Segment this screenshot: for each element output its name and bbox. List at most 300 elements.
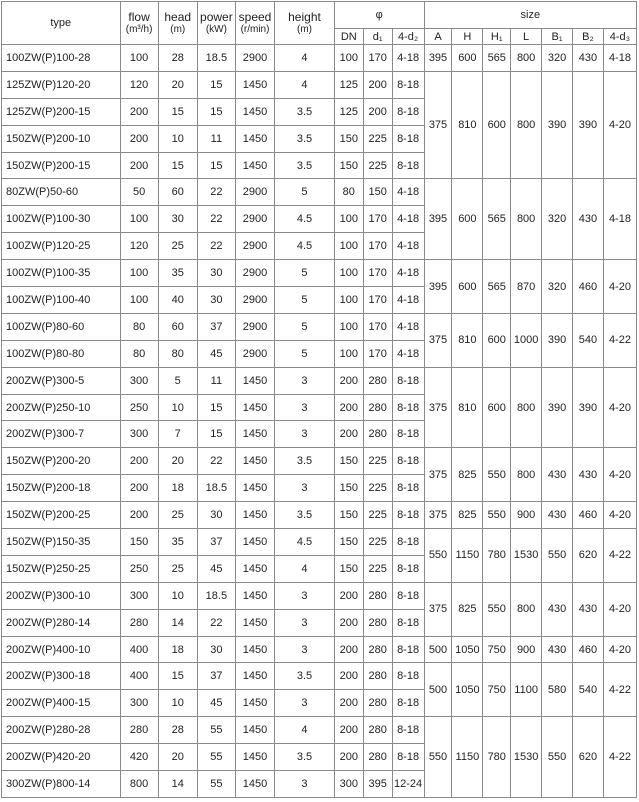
height-cell: 3 xyxy=(275,771,335,798)
header-phi: φ xyxy=(334,2,424,29)
speed-cell: 1450 xyxy=(235,98,274,125)
table-row xyxy=(2,502,637,529)
height-cell: 3 xyxy=(275,636,335,663)
type-cell: 150ZW(P)200-18 xyxy=(2,475,121,502)
height-cell: 3 xyxy=(275,609,335,636)
flow-cell: 200 xyxy=(120,98,158,125)
type-cell: 125ZW(P)120-20 xyxy=(2,71,121,98)
size-cell: 4-18 xyxy=(603,179,636,260)
height-cell: 3 xyxy=(275,367,335,394)
subheader-phi-col: d₁ xyxy=(363,29,392,45)
flow-cell: 100 xyxy=(120,287,158,314)
d2-cell: 4-18 xyxy=(392,206,424,233)
dn-cell: 200 xyxy=(334,367,363,394)
d2-cell: 12-24 xyxy=(392,771,424,798)
flow-cell: 200 xyxy=(120,475,158,502)
head-cell: 28 xyxy=(158,717,197,744)
size-cell: 4-18 xyxy=(603,45,636,72)
flow-cell: 800 xyxy=(120,771,158,798)
table-row xyxy=(2,448,637,475)
size-cell: 620 xyxy=(573,529,604,583)
power-cell: 45 xyxy=(197,555,235,582)
size-cell: 395 xyxy=(424,179,452,260)
head-cell: 7 xyxy=(158,421,197,448)
d1-cell: 225 xyxy=(363,502,392,529)
dn-cell: 150 xyxy=(334,555,363,582)
size-cell: 600 xyxy=(452,260,483,314)
size-cell: 800 xyxy=(511,448,542,502)
dn-cell: 125 xyxy=(334,98,363,125)
head-cell: 18 xyxy=(158,636,197,663)
d1-cell: 280 xyxy=(363,609,392,636)
size-cell: 430 xyxy=(573,179,604,260)
height-cell: 3 xyxy=(275,690,335,717)
power-cell: 37 xyxy=(197,313,235,340)
size-cell: 375 xyxy=(424,71,452,179)
size-cell: 375 xyxy=(424,582,452,636)
type-cell: 300ZW(P)800-14 xyxy=(2,771,121,798)
type-cell: 100ZW(P)120-25 xyxy=(2,233,121,260)
flow-cell: 100 xyxy=(120,206,158,233)
head-cell: 14 xyxy=(158,609,197,636)
d1-cell: 280 xyxy=(363,690,392,717)
d2-cell: 8-18 xyxy=(392,448,424,475)
size-cell: 395 xyxy=(424,260,452,314)
size-cell: 550 xyxy=(542,529,573,583)
speed-cell: 1450 xyxy=(235,663,274,690)
power-cell: 37 xyxy=(197,529,235,556)
d1-cell: 170 xyxy=(363,313,392,340)
type-cell: 200ZW(P)300-18 xyxy=(2,663,121,690)
height-cell: 3.5 xyxy=(275,663,335,690)
d1-cell: 225 xyxy=(363,529,392,556)
d2-cell: 8-18 xyxy=(392,71,424,98)
subheader-phi-col: DN xyxy=(334,29,363,45)
flow-cell: 120 xyxy=(120,233,158,260)
table-row xyxy=(2,367,637,394)
subheader-size-col: H₁ xyxy=(483,29,511,45)
subheader-size-col: 4-d₃ xyxy=(603,29,636,45)
d1-cell: 225 xyxy=(363,125,392,152)
dn-cell: 100 xyxy=(334,260,363,287)
height-cell: 3 xyxy=(275,394,335,421)
size-cell: 4-20 xyxy=(603,582,636,636)
power-cell: 15 xyxy=(197,152,235,179)
size-cell: 750 xyxy=(483,663,511,717)
speed-cell: 1450 xyxy=(235,125,274,152)
speed-cell: 1450 xyxy=(235,367,274,394)
size-cell: 800 xyxy=(511,367,542,448)
power-cell: 22 xyxy=(197,206,235,233)
table-row xyxy=(2,582,637,609)
d1-cell: 395 xyxy=(363,771,392,798)
type-cell: 100ZW(P)100-35 xyxy=(2,260,121,287)
speed-cell: 2900 xyxy=(235,340,274,367)
flow-cell: 300 xyxy=(120,690,158,717)
type-cell: 100ZW(P)100-30 xyxy=(2,206,121,233)
type-cell: 150ZW(P)200-25 xyxy=(2,502,121,529)
head-cell: 20 xyxy=(158,448,197,475)
dn-cell: 100 xyxy=(334,45,363,72)
height-cell: 3 xyxy=(275,475,335,502)
power-cell: 45 xyxy=(197,340,235,367)
head-cell: 10 xyxy=(158,394,197,421)
head-cell: 10 xyxy=(158,582,197,609)
head-cell: 35 xyxy=(158,529,197,556)
size-cell: 810 xyxy=(452,71,483,179)
speed-cell: 2900 xyxy=(235,179,274,206)
size-cell: 900 xyxy=(511,636,542,663)
power-cell: 30 xyxy=(197,287,235,314)
dn-cell: 200 xyxy=(334,394,363,421)
size-cell: 800 xyxy=(511,582,542,636)
d1-cell: 170 xyxy=(363,340,392,367)
flow-cell: 300 xyxy=(120,367,158,394)
size-cell: 550 xyxy=(483,502,511,529)
size-cell: 870 xyxy=(511,260,542,314)
size-cell: 460 xyxy=(573,260,604,314)
d1-cell: 170 xyxy=(363,233,392,260)
type-cell: 200ZW(P)300-10 xyxy=(2,582,121,609)
size-cell: 1050 xyxy=(452,663,483,717)
head-cell: 15 xyxy=(158,152,197,179)
size-cell: 375 xyxy=(424,367,452,448)
power-cell: 55 xyxy=(197,771,235,798)
flow-cell: 280 xyxy=(120,609,158,636)
size-cell: 1530 xyxy=(511,529,542,583)
d2-cell: 8-18 xyxy=(392,663,424,690)
type-cell: 100ZW(P)80-60 xyxy=(2,313,121,340)
size-cell: 825 xyxy=(452,448,483,502)
size-cell: 565 xyxy=(483,260,511,314)
speed-cell: 1450 xyxy=(235,394,274,421)
height-cell: 4 xyxy=(275,555,335,582)
height-cell: 4 xyxy=(275,71,335,98)
flow-cell: 50 xyxy=(120,179,158,206)
d1-cell: 150 xyxy=(363,179,392,206)
table-row xyxy=(2,636,637,663)
size-cell: 780 xyxy=(483,529,511,583)
height-cell: 4 xyxy=(275,717,335,744)
d2-cell: 8-18 xyxy=(392,744,424,771)
size-cell: 390 xyxy=(542,71,573,179)
size-cell: 540 xyxy=(573,313,604,367)
type-cell: 125ZW(P)200-15 xyxy=(2,98,121,125)
height-cell: 3.5 xyxy=(275,448,335,475)
dn-cell: 200 xyxy=(334,690,363,717)
speed-cell: 1450 xyxy=(235,717,274,744)
size-cell: 620 xyxy=(573,717,604,798)
head-cell: 10 xyxy=(158,690,197,717)
subheader-phi-col: 4-d₂ xyxy=(392,29,424,45)
d1-cell: 225 xyxy=(363,555,392,582)
type-cell: 150ZW(P)200-10 xyxy=(2,125,121,152)
speed-cell: 1450 xyxy=(235,529,274,556)
power-cell: 11 xyxy=(197,367,235,394)
head-cell: 25 xyxy=(158,502,197,529)
size-cell: 430 xyxy=(573,582,604,636)
speed-cell: 1450 xyxy=(235,771,274,798)
type-cell: 80ZW(P)50-60 xyxy=(2,179,121,206)
size-cell: 1050 xyxy=(452,636,483,663)
size-cell: 460 xyxy=(573,502,604,529)
height-cell: 5 xyxy=(275,313,335,340)
table-row xyxy=(2,663,637,690)
d1-cell: 200 xyxy=(363,98,392,125)
power-cell: 55 xyxy=(197,744,235,771)
header-flow: flow (m³/h) xyxy=(120,2,158,45)
dn-cell: 80 xyxy=(334,179,363,206)
type-cell: 200ZW(P)400-10 xyxy=(2,636,121,663)
size-cell: 395 xyxy=(424,45,452,72)
height-cell: 5 xyxy=(275,287,335,314)
head-cell: 20 xyxy=(158,744,197,771)
speed-cell: 1450 xyxy=(235,609,274,636)
size-cell: 4-20 xyxy=(603,636,636,663)
power-cell: 18.5 xyxy=(197,582,235,609)
dn-cell: 200 xyxy=(334,636,363,663)
size-cell: 750 xyxy=(483,636,511,663)
dn-cell: 150 xyxy=(334,152,363,179)
type-cell: 150ZW(P)200-20 xyxy=(2,448,121,475)
d1-cell: 170 xyxy=(363,45,392,72)
dn-cell: 100 xyxy=(334,313,363,340)
size-cell: 600 xyxy=(452,45,483,72)
size-cell: 800 xyxy=(511,45,542,72)
power-cell: 22 xyxy=(197,448,235,475)
head-cell: 30 xyxy=(158,206,197,233)
size-cell: 390 xyxy=(573,71,604,179)
size-cell: 430 xyxy=(542,636,573,663)
dn-cell: 150 xyxy=(334,529,363,556)
table-row xyxy=(2,71,637,98)
d2-cell: 8-18 xyxy=(392,98,424,125)
head-cell: 20 xyxy=(158,71,197,98)
size-cell: 780 xyxy=(483,717,511,798)
flow-cell: 280 xyxy=(120,717,158,744)
head-cell: 15 xyxy=(158,663,197,690)
size-cell: 4-22 xyxy=(603,663,636,717)
size-cell: 4-22 xyxy=(603,717,636,798)
size-cell: 430 xyxy=(542,582,573,636)
size-cell: 375 xyxy=(424,502,452,529)
size-cell: 810 xyxy=(452,367,483,448)
size-cell: 540 xyxy=(573,663,604,717)
power-cell: 11 xyxy=(197,125,235,152)
flow-cell: 250 xyxy=(120,394,158,421)
d2-cell: 8-18 xyxy=(392,690,424,717)
d2-cell: 8-18 xyxy=(392,475,424,502)
size-cell: 550 xyxy=(424,529,452,583)
d1-cell: 280 xyxy=(363,744,392,771)
size-cell: 4-22 xyxy=(603,313,636,367)
subheader-size-col: L xyxy=(511,29,542,45)
speed-cell: 1450 xyxy=(235,421,274,448)
flow-cell: 400 xyxy=(120,663,158,690)
header-height: height (m) xyxy=(275,2,335,45)
size-cell: 375 xyxy=(424,448,452,502)
size-cell: 1000 xyxy=(511,313,542,367)
flow-cell: 200 xyxy=(120,152,158,179)
type-cell: 100ZW(P)100-28 xyxy=(2,45,121,72)
dn-cell: 150 xyxy=(334,502,363,529)
dn-cell: 100 xyxy=(334,233,363,260)
header-speed: speed (r/min) xyxy=(235,2,274,45)
power-cell: 30 xyxy=(197,260,235,287)
speed-cell: 1450 xyxy=(235,475,274,502)
head-cell: 18 xyxy=(158,475,197,502)
size-cell: 4-20 xyxy=(603,71,636,179)
power-cell: 22 xyxy=(197,233,235,260)
size-cell: 550 xyxy=(424,717,452,798)
table-row xyxy=(2,45,637,72)
flow-cell: 200 xyxy=(120,448,158,475)
head-cell: 10 xyxy=(158,125,197,152)
size-cell: 800 xyxy=(511,179,542,260)
d2-cell: 8-18 xyxy=(392,394,424,421)
dn-cell: 100 xyxy=(334,287,363,314)
d2-cell: 8-18 xyxy=(392,421,424,448)
size-cell: 460 xyxy=(573,636,604,663)
d2-cell: 8-18 xyxy=(392,555,424,582)
header-power: power (kW) xyxy=(197,2,235,45)
speed-cell: 2900 xyxy=(235,206,274,233)
power-cell: 37 xyxy=(197,663,235,690)
table-row xyxy=(2,179,637,206)
height-cell: 5 xyxy=(275,340,335,367)
head-cell: 28 xyxy=(158,45,197,72)
speed-cell: 1450 xyxy=(235,690,274,717)
height-cell: 3.5 xyxy=(275,125,335,152)
size-cell: 1100 xyxy=(511,663,542,717)
d2-cell: 8-18 xyxy=(392,582,424,609)
height-cell: 4 xyxy=(275,45,335,72)
type-cell: 100ZW(P)100-40 xyxy=(2,287,121,314)
size-cell: 390 xyxy=(542,367,573,448)
size-cell: 390 xyxy=(542,313,573,367)
d2-cell: 8-18 xyxy=(392,609,424,636)
size-cell: 825 xyxy=(452,582,483,636)
d1-cell: 225 xyxy=(363,475,392,502)
d2-cell: 8-18 xyxy=(392,125,424,152)
table-row xyxy=(2,313,637,340)
header-head: head (m) xyxy=(158,2,197,45)
size-cell: 810 xyxy=(452,313,483,367)
speed-cell: 1450 xyxy=(235,744,274,771)
head-cell: 40 xyxy=(158,287,197,314)
power-cell: 15 xyxy=(197,71,235,98)
flow-cell: 250 xyxy=(120,555,158,582)
header-type: type xyxy=(2,2,121,45)
size-cell: 390 xyxy=(573,367,604,448)
type-cell: 200ZW(P)400-15 xyxy=(2,690,121,717)
type-cell: 200ZW(P)300-5 xyxy=(2,367,121,394)
power-cell: 15 xyxy=(197,394,235,421)
dn-cell: 150 xyxy=(334,475,363,502)
size-cell: 500 xyxy=(424,636,452,663)
type-cell: 100ZW(P)80-80 xyxy=(2,340,121,367)
height-cell: 3 xyxy=(275,421,335,448)
height-cell: 4.5 xyxy=(275,233,335,260)
size-cell: 800 xyxy=(511,71,542,179)
head-cell: 5 xyxy=(158,367,197,394)
speed-cell: 2900 xyxy=(235,313,274,340)
head-cell: 60 xyxy=(158,179,197,206)
type-cell: 150ZW(P)250-25 xyxy=(2,555,121,582)
dn-cell: 100 xyxy=(334,206,363,233)
flow-cell: 120 xyxy=(120,71,158,98)
d1-cell: 280 xyxy=(363,717,392,744)
speed-cell: 1450 xyxy=(235,582,274,609)
speed-cell: 1450 xyxy=(235,636,274,663)
size-cell: 550 xyxy=(483,448,511,502)
dn-cell: 200 xyxy=(334,421,363,448)
size-cell: 430 xyxy=(573,448,604,502)
flow-cell: 80 xyxy=(120,340,158,367)
d1-cell: 280 xyxy=(363,636,392,663)
height-cell: 3.5 xyxy=(275,744,335,771)
subheader-size-col: H xyxy=(452,29,483,45)
subheader-size-col: A xyxy=(424,29,452,45)
size-cell: 4-22 xyxy=(603,529,636,583)
d1-cell: 225 xyxy=(363,448,392,475)
size-cell: 565 xyxy=(483,179,511,260)
head-cell: 80 xyxy=(158,340,197,367)
d2-cell: 4-18 xyxy=(392,287,424,314)
size-cell: 580 xyxy=(542,663,573,717)
header-size: size xyxy=(424,2,636,29)
height-cell: 3.5 xyxy=(275,152,335,179)
size-cell: 565 xyxy=(483,45,511,72)
table-row xyxy=(2,260,637,287)
d2-cell: 8-18 xyxy=(392,717,424,744)
type-cell: 200ZW(P)250-10 xyxy=(2,394,121,421)
size-cell: 1150 xyxy=(452,529,483,583)
speed-cell: 2900 xyxy=(235,260,274,287)
power-cell: 18.5 xyxy=(197,45,235,72)
height-cell: 3.5 xyxy=(275,502,335,529)
d1-cell: 170 xyxy=(363,260,392,287)
d2-cell: 4-18 xyxy=(392,313,424,340)
size-cell: 4-20 xyxy=(603,448,636,502)
d1-cell: 170 xyxy=(363,206,392,233)
dn-cell: 150 xyxy=(334,448,363,475)
d2-cell: 8-18 xyxy=(392,636,424,663)
type-cell: 200ZW(P)280-14 xyxy=(2,609,121,636)
flow-cell: 100 xyxy=(120,260,158,287)
size-cell: 600 xyxy=(452,179,483,260)
d1-cell: 225 xyxy=(363,152,392,179)
flow-cell: 200 xyxy=(120,125,158,152)
type-cell: 200ZW(P)420-20 xyxy=(2,744,121,771)
d2-cell: 4-18 xyxy=(392,340,424,367)
head-cell: 60 xyxy=(158,313,197,340)
size-cell: 1530 xyxy=(511,717,542,798)
dn-cell: 150 xyxy=(334,125,363,152)
dn-cell: 100 xyxy=(334,340,363,367)
size-cell: 320 xyxy=(542,45,573,72)
speed-cell: 2900 xyxy=(235,233,274,260)
type-cell: 150ZW(P)200-15 xyxy=(2,152,121,179)
d2-cell: 8-18 xyxy=(392,367,424,394)
pump-spec-table xyxy=(1,1,637,798)
flow-cell: 300 xyxy=(120,421,158,448)
power-cell: 30 xyxy=(197,636,235,663)
dn-cell: 200 xyxy=(334,717,363,744)
size-cell: 825 xyxy=(452,502,483,529)
d2-cell: 4-18 xyxy=(392,233,424,260)
size-cell: 430 xyxy=(542,502,573,529)
